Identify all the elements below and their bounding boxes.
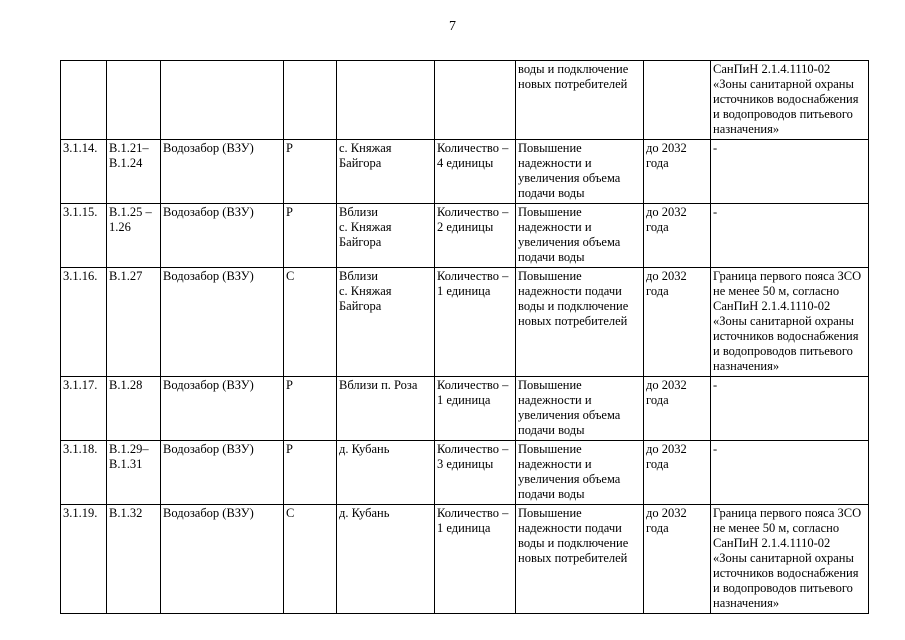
cell-location: д. Кубань (337, 441, 435, 505)
table-row (61, 268, 869, 377)
cell-characteristics: Количество – 3 единицы (435, 441, 516, 505)
cell-code: В.1.29– В.1.31 (107, 441, 161, 505)
cell-deadline: до 2032 года (644, 377, 711, 441)
cell-code: В.1.32 (107, 505, 161, 614)
cell-object: Водозабор (ВЗУ) (161, 505, 284, 614)
table-row (61, 505, 869, 614)
cell-zones: Граница первого пояса ЗСО не менее 50 м, согласно СанПиН 2.1.4.1110-02 «Зоны санитарной охраны источников водоснабжения и водопроводов питьевого назначения» (711, 505, 869, 614)
cell-number: 3.1.16. (61, 268, 107, 377)
cell-object: Водозабор (ВЗУ) (161, 441, 284, 505)
cell-deadline: до 2032 года (644, 140, 711, 204)
cell-location: с. Княжая Байгора (337, 140, 435, 204)
cell-code (107, 61, 161, 140)
cell-purpose: Повышение надежности и увеличения объема подачи воды (516, 204, 644, 268)
cell-status: Р (284, 204, 337, 268)
table-row-continued (61, 61, 869, 140)
cell-purpose: воды и подключение новых потребителей (516, 61, 644, 140)
cell-deadline: до 2032 года (644, 268, 711, 377)
cell-zones: СанПиН 2.1.4.1110-02 «Зоны санитарной охраны источников водоснабжения и водопроводов питьевого назначения» (711, 61, 869, 140)
cell-location: Вблизи с. Княжая Байгора (337, 268, 435, 377)
cell-location (337, 61, 435, 140)
cell-status: Р (284, 441, 337, 505)
cell-purpose: Повышение надежности и увеличения объема подачи воды (516, 140, 644, 204)
cell-characteristics: Количество – 1 единица (435, 268, 516, 377)
cell-location: Вблизи п. Роза (337, 377, 435, 441)
cell-object: Водозабор (ВЗУ) (161, 377, 284, 441)
cell-object: Водозабор (ВЗУ) (161, 268, 284, 377)
cell-object (161, 61, 284, 140)
cell-purpose: Повышение надежности и увеличения объема подачи воды (516, 441, 644, 505)
cell-number: 3.1.15. (61, 204, 107, 268)
cell-location: д. Кубань (337, 505, 435, 614)
table-row (61, 377, 869, 441)
cell-code: В.1.21– В.1.24 (107, 140, 161, 204)
cell-status: С (284, 268, 337, 377)
cell-characteristics (435, 61, 516, 140)
cell-number: 3.1.14. (61, 140, 107, 204)
cell-code: В.1.25 – 1.26 (107, 204, 161, 268)
cell-zones: - (711, 204, 869, 268)
cell-number: 3.1.17. (61, 377, 107, 441)
cell-status: Р (284, 377, 337, 441)
cell-characteristics: Количество – 1 единица (435, 377, 516, 441)
cell-purpose: Повышение надежности подачи воды и подключение новых потребителей (516, 268, 644, 377)
cell-zones: - (711, 140, 869, 204)
cell-status: Р (284, 140, 337, 204)
cell-code: В.1.28 (107, 377, 161, 441)
cell-zones: - (711, 377, 869, 441)
cell-number: 3.1.19. (61, 505, 107, 614)
cell-purpose: Повышение надежности и увеличения объема подачи воды (516, 377, 644, 441)
cell-zones: - (711, 441, 869, 505)
table-row (61, 441, 869, 505)
cell-location: Вблизи с. Княжая Байгора (337, 204, 435, 268)
cell-deadline: до 2032 года (644, 441, 711, 505)
cell-zones: Граница первого пояса ЗСО не менее 50 м, согласно СанПиН 2.1.4.1110-02 «Зоны санитарной охраны источников водоснабжения и водопроводов питьевого назначения» (711, 268, 869, 377)
cell-characteristics: Количество – 2 единицы (435, 204, 516, 268)
cell-code: В.1.27 (107, 268, 161, 377)
cell-characteristics: Количество – 1 единица (435, 505, 516, 614)
cell-deadline: до 2032 года (644, 505, 711, 614)
cell-deadline: до 2032 года (644, 204, 711, 268)
cell-purpose: Повышение надежности подачи воды и подключение новых потребителей (516, 505, 644, 614)
cell-status (284, 61, 337, 140)
cell-object: Водозабор (ВЗУ) (161, 140, 284, 204)
cell-characteristics: Количество – 4 единицы (435, 140, 516, 204)
cell-deadline (644, 61, 711, 140)
cell-number: 3.1.18. (61, 441, 107, 505)
table-row (61, 140, 869, 204)
page-number: 7 (449, 19, 456, 34)
cell-status: С (284, 505, 337, 614)
table-row (61, 204, 869, 268)
cell-number (61, 61, 107, 140)
cell-object: Водозабор (ВЗУ) (161, 204, 284, 268)
measures-table (60, 60, 869, 614)
